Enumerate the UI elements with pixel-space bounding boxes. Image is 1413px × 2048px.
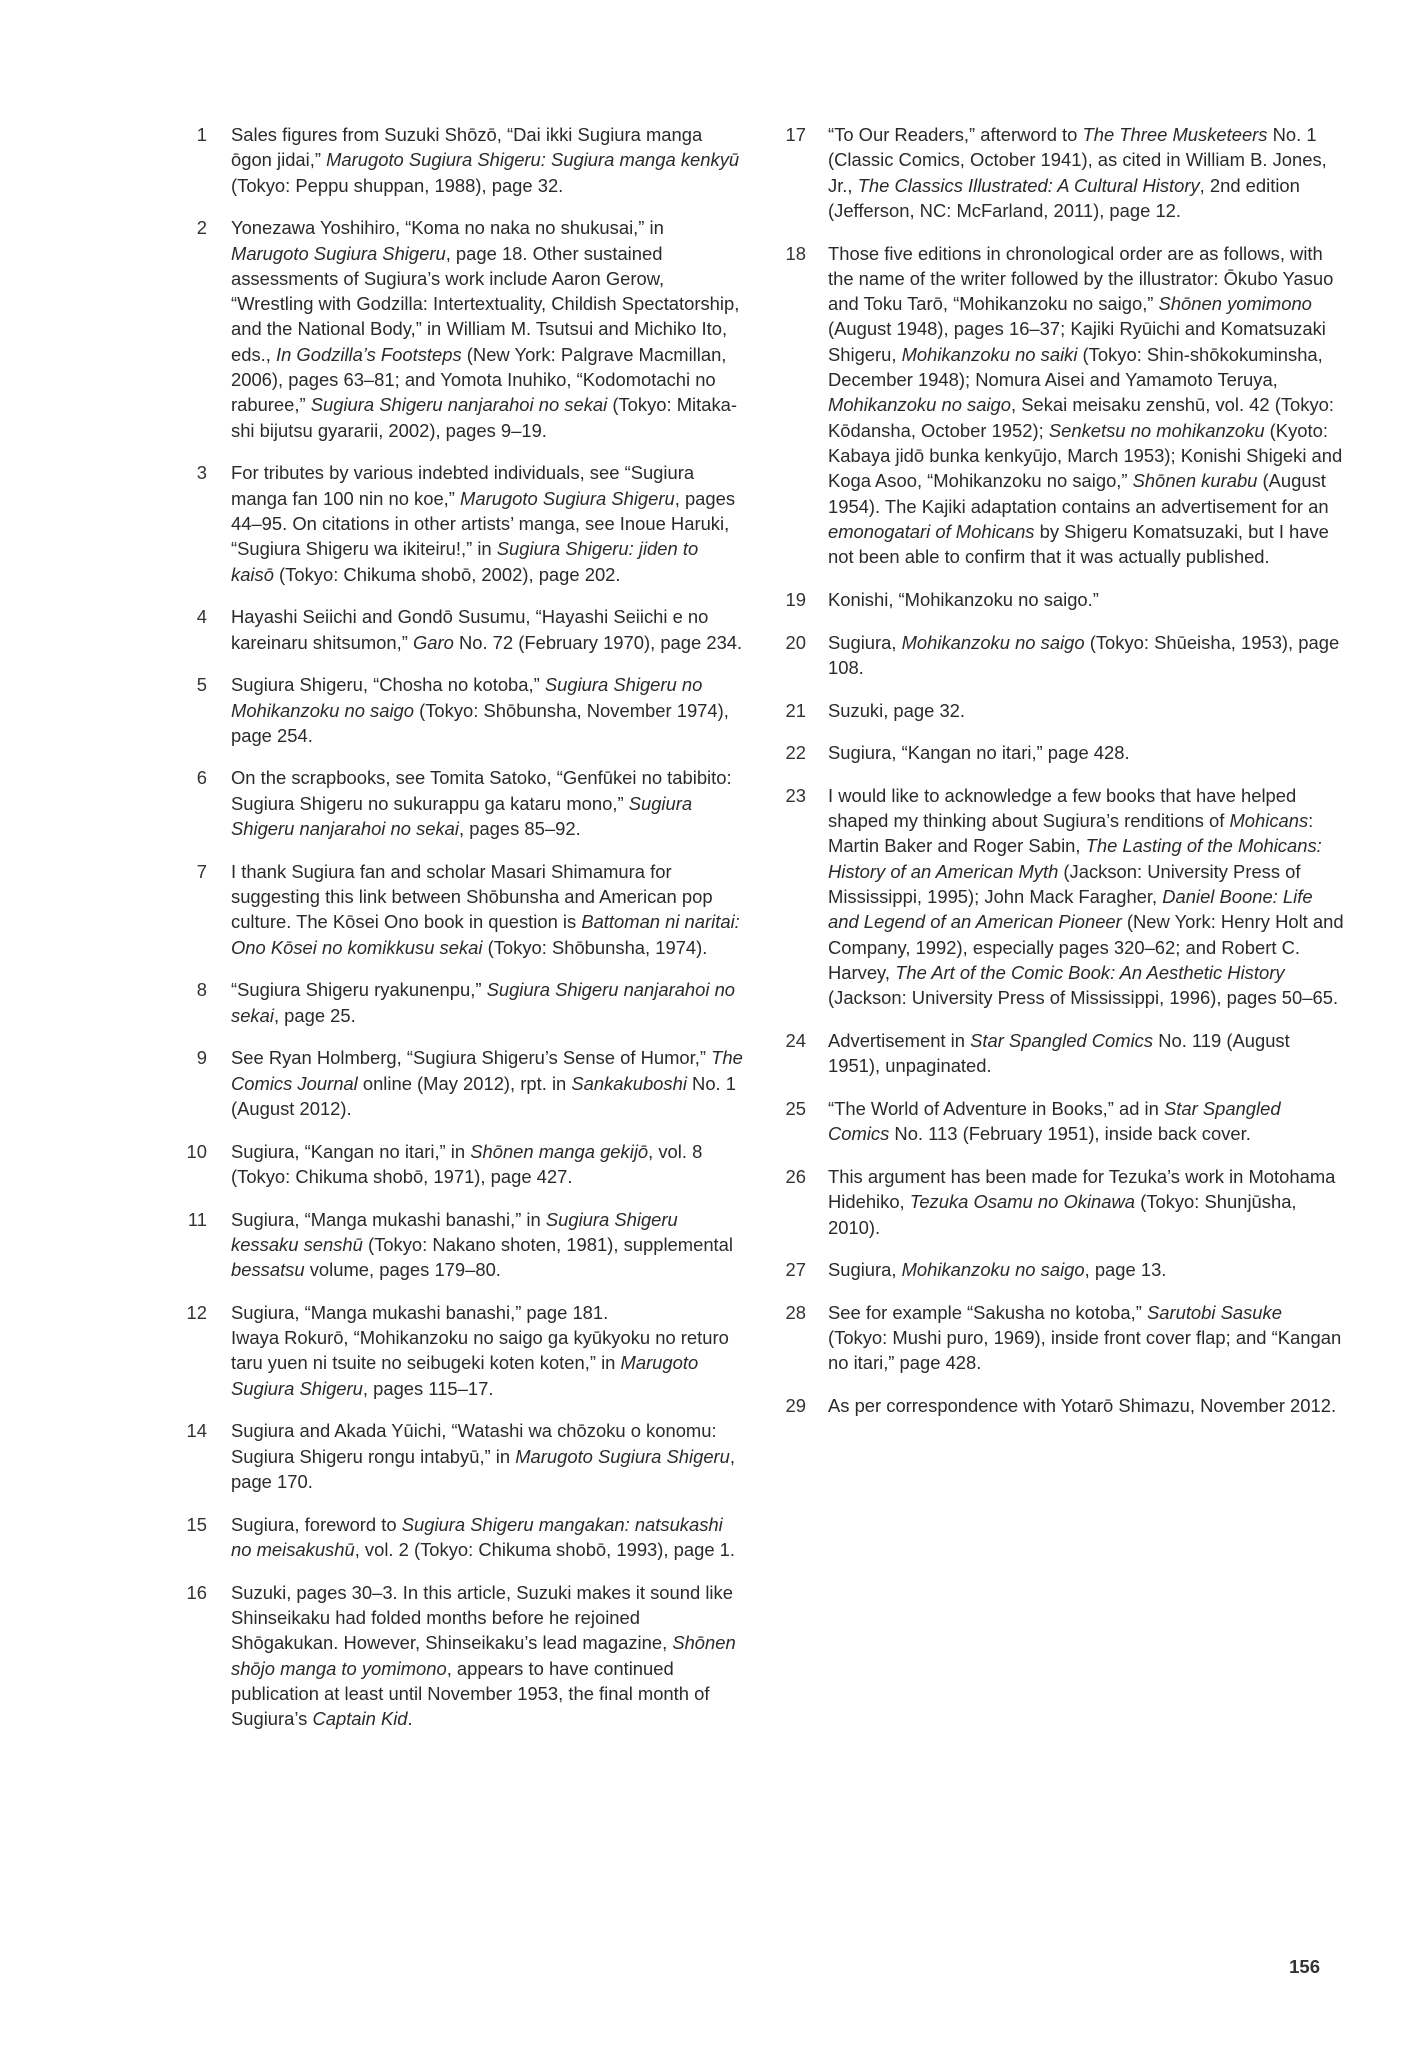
endnote-text: Those five editions in chronological order are as follows, with the name of the writer followed by the illustrator: Ōkubo Yasuo and Toku Tarō, “Mohikanzoku no saigo,” Shōnen yomimono (August 1948), pages 16–37; Kajiki Ryūichi and Komatsuzaki Shigeru, Mohikanzoku no saiki (Tokyo: Shin-shōkokuminsha, December 1948); Nomura Aisei and Yamamoto Teruya, Mohikanzoku no saigo, Sekai meisaku zenshū, vol. 42 (Tokyo: Kōdansha, October 1952); Senketsu no mohikanzoku (Kyoto: Kabaya jidō bunka kenkyūjo, March 1953); Konishi Shigeki and Koga Asoo, “Mohikanzoku no saigo,” Shōnen kurabu (August 1954). The Kajiki adaptation contains an advertisement for an emonogatari of Mohicans by Shigeru Komatsuzaki, but I have not been able to confirm that it was actually published. [828, 242, 1343, 568]
endnote-number: 20 [785, 631, 806, 653]
endnote [770, 587, 1345, 612]
endnote-text: Sugiura, “Kangan no itari,” page 428. [828, 742, 1130, 764]
endnote-number: 18 [785, 242, 806, 264]
endnote-text: Konishi, “Mohikanzoku no saigo.” [828, 588, 1099, 610]
endnote-text: Yonezawa Yoshihiro, “Koma no naka no shukusai,” in Marugoto Sugiura Shigeru, page 18. Other sustained assessments of Sugiura’s work include Aaron Gerow, “Wrestling with Godzilla: Intertextuality, Childish Spectatorship, and the National Body,” in William M. Tsutsui and Michiko Ito, eds., In Godzilla’s Footsteps (New York: Palgrave Macmillan, 2006), pages 63–81; and Yomota Inuhiko, “Kodomotachi no raburee,” Sugiura Shigeru nanjarahoi no sekai (Tokyo: Mitaka-shi bijutsu gyararii, 2002), pages 9–19. [231, 217, 740, 441]
endnote-text: Advertisement in Star Spangled Comics No. 119 (August 1951), unpaginated. [828, 1029, 1290, 1077]
endnote [183, 765, 743, 841]
endnote-number: 11 [187, 1208, 207, 1230]
endnote-text: Sales figures from Suzuki Shōzō, “Dai ikki Sugiura manga ōgon jidai,” Marugoto Sugiura Shigeru: Sugiura manga kenkyū (Tokyo: Peppu shuppan, 1988), page 32. [231, 124, 740, 196]
endnote [770, 1096, 1345, 1147]
endnote [183, 122, 743, 198]
endnote-text: I would like to acknowledge a few books that have helped shaped my thinking about Sugiura’s renditions of Mohicans: Martin Baker and Roger Sabin, The Lasting of the Mohicans: History of an American Myth (Jackson: University Press of Mississippi, 1995); John Mack Faragher, Daniel Boone: Life and Legend of an American Pioneer (New York: Henry Holt and Company, 1992), especially pages 320–62; and Robert C. Harvey, The Art of the Comic Book: An Aesthetic History (Jackson: University Press of Mississippi, 1996), pages 50–65. [828, 784, 1344, 1009]
endnote [183, 1207, 743, 1283]
endnote [183, 1300, 743, 1401]
endnote [183, 859, 743, 960]
endnote-number: 3 [196, 462, 207, 484]
endnote-number: 22 [785, 742, 806, 764]
endnote-number: 24 [785, 1029, 806, 1051]
endnote [183, 1418, 743, 1494]
endnote-text: “The World of Adventure in Books,” ad in Star Spangled Comics No. 113 (February 1951), inside back cover. [828, 1097, 1281, 1145]
endnote-text: Suzuki, pages 30–3. In this article, Suzuki makes it sound like Shinseikaku had folded months before he rejoined Shōgakukan. However, Shinseikaku’s lead magazine, Shōnen shōjo manga to yomimono, appears to have continued publication at least until November 1953, the final month of Sugiura’s Captain Kid. [231, 1581, 736, 1730]
endnote [770, 241, 1345, 570]
endnote-text: For tributes by various indebted individuals, see “Sugiura manga fan 100 nin no koe,” Marugoto Sugiura Shigeru, pages 44–95. On citations in other artists’ manga, see Inoue Haruki, “Sugiura Shigeru wa ikiteiru!,” in Sugiura Shigeru: jiden to kaisō (Tokyo: Chikuma shobō, 2002), page 202. [231, 462, 736, 585]
endnote-text: See for example “Sakusha no kotoba,” Sarutobi Sasuke (Tokyo: Mushi puro, 1969), inside front cover flap; and “Kangan no itari,” page 428. [828, 1301, 1342, 1374]
endnote-text: Sugiura, “Manga mukashi banashi,” in Sugiura Shigeru kessaku senshū (Tokyo: Nakano shoten, 1981), supplemental bessatsu volume, pages 179–80. [231, 1208, 733, 1281]
endnote-text: I thank Sugiura fan and scholar Masari Shimamura for suggesting this link between Shōbunsha and American pop culture. The Kōsei Ono book in question is Battoman ni naritai: Ono Kōsei no komikkusu sekai (Tokyo: Shōbunsha, 1974). [231, 860, 740, 958]
endnote [770, 1257, 1345, 1282]
endnote-text: Sugiura, Mohikanzoku no saigo (Tokyo: Shūeisha, 1953), page 108. [828, 631, 1340, 678]
endnote-text: “To Our Readers,” afterword to The Three Musketeers No. 1 (Classic Comics, October 1941), as cited in William B. Jones, Jr., The Classics Illustrated: A Cultural History, 2nd edition (Jefferson, NC: McFarland, 2011), page 12. [828, 124, 1327, 221]
endnote-text: “Sugiura Shigeru ryakunenpu,” Sugiura Shigeru nanjarahoi no sekai, page 25. [231, 979, 736, 1026]
endnote-number: 15 [186, 1513, 207, 1535]
endnote [770, 1300, 1345, 1376]
endnote-number: 28 [785, 1301, 806, 1323]
endnote [770, 698, 1345, 723]
page-number: 156 [1289, 1956, 1320, 1977]
endnote-number: 16 [186, 1581, 207, 1603]
endnote-number: 21 [785, 699, 806, 721]
endnote [183, 1580, 743, 1732]
endnote [770, 1393, 1345, 1418]
endnote-number: 5 [196, 674, 207, 696]
notes-column-right [770, 122, 1345, 1436]
endnote [183, 1139, 743, 1190]
endnote-text: Sugiura, Mohikanzoku no saigo, page 13. [828, 1259, 1167, 1281]
endnote-number: 4 [196, 606, 207, 628]
endnote [770, 122, 1345, 223]
endnote-text: Sugiura, foreword to Sugiura Shigeru mangakan: natsukashi no meisakushū, vol. 2 (Tokyo: Chikuma shobō, 1993), page 1. [231, 1513, 735, 1561]
endnote-text: Sugiura, “Kangan no itari,” in Shōnen manga gekijō, vol. 8 (Tokyo: Chikuma shobō, 1971), page 427. [231, 1140, 703, 1187]
endnote-number: 25 [785, 1097, 806, 1119]
endnote [183, 604, 743, 655]
endnote-number: 17 [785, 124, 806, 145]
endnote-text: Suzuki, page 32. [828, 699, 966, 721]
endnote [183, 977, 743, 1028]
endnote-text: Hayashi Seiichi and Gondō Susumu, “Hayashi Seiichi e no kareinaru shitsumon,” Garo No. 72 (February 1970), page 234. [231, 606, 743, 653]
notes-column-left [183, 122, 743, 1749]
endnote-number: 7 [196, 860, 207, 882]
endnote-number: 19 [785, 588, 806, 610]
endnote-number: 2 [196, 217, 207, 239]
endnote [183, 1045, 743, 1121]
endnote [770, 1164, 1345, 1240]
endnote-number: 27 [785, 1259, 806, 1281]
endnote-number: 9 [196, 1047, 207, 1069]
endnote-number: 14 [186, 1420, 207, 1442]
endnote-text: On the scrapbooks, see Tomita Satoko, “Genfūkei no tabibito: Sugiura Shigeru no sukurappu ga kataru mono,” Sugiura Shigeru nanjarahoi no sekai, pages 85–92. [231, 767, 732, 840]
endnote [770, 630, 1345, 681]
endnote-text: Sugiura, “Manga mukashi banashi,” page 181. Iwaya Rokurō, “Mohikanzoku no saigo ga kyūkyoku no returo taru yuen ni tsuite no seibugeki koten koten,” in Marugoto Sugiura Shigeru, pages 115–17. [231, 1301, 729, 1399]
endnote [770, 740, 1345, 765]
endnote-number: 10 [186, 1140, 207, 1162]
endnote-number: 23 [785, 784, 806, 806]
endnote [183, 672, 743, 748]
endnote [183, 460, 743, 586]
endnote-text: See Ryan Holmberg, “Sugiura Shigeru’s Sense of Humor,” The Comics Journal online (May 2012), rpt. in Sankakuboshi No. 1 (August 2012). [231, 1047, 743, 1119]
endnote-number: 12 [186, 1301, 207, 1323]
endnote-text: As per correspondence with Yotarō Shimazu, November 2012. [828, 1395, 1337, 1417]
endnote-text: Sugiura Shigeru, “Chosha no kotoba,” Sugiura Shigeru no Mohikanzoku no saigo (Tokyo: Shōbunsha, November 1974), page 254. [231, 674, 729, 746]
endnote [183, 215, 743, 443]
endnote-number: 29 [785, 1395, 806, 1417]
endnote-number: 26 [785, 1165, 806, 1187]
endnote [183, 1512, 743, 1563]
endnote-text: Sugiura and Akada Yūichi, “Watashi wa chōzoku o konomu: Sugiura Shigeru rongu intabyū,” in Marugoto Sugiura Shigeru, page 170. [231, 1420, 736, 1493]
endnote-number: 6 [196, 767, 207, 789]
endnote [770, 783, 1345, 1011]
endnote [770, 1028, 1345, 1079]
endnote-number: 1 [196, 124, 207, 145]
endnote-number: 8 [196, 979, 207, 1001]
endnote-text: This argument has been made for Tezuka’s work in Motohama Hidehiko, Tezuka Osamu no Okinawa (Tokyo: Shunjūsha, 2010). [828, 1165, 1336, 1238]
